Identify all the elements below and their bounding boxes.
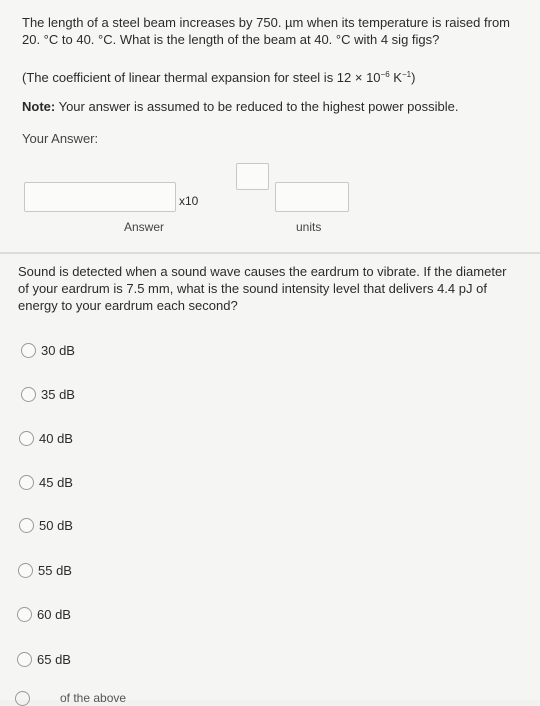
coefficient-prefix: (The coefficient of linear thermal expansion for steel is 12 × 10 — [22, 70, 381, 85]
option-40-db[interactable] — [19, 429, 73, 447]
coefficient-exponent: −6 — [380, 70, 390, 79]
option-label: 35 dB — [41, 386, 75, 402]
radio-button[interactable] — [21, 343, 36, 358]
coefficient-unit-exponent: −1 — [401, 70, 412, 79]
question-1-text-line2: 20. °C to 40. °C. What is the length of the beam at 40. °C with 4 sig figs? — [22, 32, 440, 47]
option-45-db[interactable] — [19, 473, 73, 491]
question-2-text-line3: energy to your eardrum each second? — [18, 298, 238, 313]
option-65-db[interactable] — [17, 650, 71, 668]
units-caption: units — [296, 220, 322, 234]
note-text: Your answer is assumed to be reduced to the highest power possible. — [55, 99, 459, 114]
times-ten-label: x10 — [179, 194, 199, 208]
your-answer-label: Your Answer: — [22, 131, 99, 146]
coefficient-note — [22, 66, 415, 86]
option-label: 50 dB — [39, 517, 73, 533]
exponent-input[interactable] — [236, 163, 269, 190]
coefficient-suffix: ) — [411, 70, 416, 85]
question-2-panel — [0, 254, 540, 700]
option-30-db[interactable] — [21, 341, 75, 359]
option-label: 45 dB — [39, 474, 73, 490]
option-label: 40 dB — [39, 430, 73, 446]
option-label: 30 dB — [41, 342, 75, 358]
radio-button[interactable] — [19, 475, 34, 490]
radio-button[interactable] — [19, 518, 34, 533]
answer-input[interactable] — [24, 182, 176, 212]
option-50-db[interactable] — [19, 516, 73, 534]
radio-button[interactable] — [17, 652, 32, 667]
cut-off-radio-button[interactable] — [15, 691, 30, 706]
option-35-db[interactable] — [21, 385, 75, 403]
option-label: 65 dB — [37, 651, 71, 667]
question-2-text-line2: of your eardrum is 7.5 mm, what is the sound intensity level that delivers 4.4 pJ of — [18, 281, 487, 296]
units-input[interactable] — [275, 182, 349, 212]
cut-off-option-label: of the above — [60, 691, 127, 705]
coefficient-unit: K — [389, 70, 402, 85]
option-label: 55 dB — [38, 562, 72, 578]
question-2-text-line1: Sound is detected when a sound wave causes the eardrum to vibrate. If the diameter — [18, 264, 507, 279]
rounding-note — [22, 98, 458, 115]
radio-button[interactable] — [17, 607, 32, 622]
option-55-db[interactable] — [18, 561, 72, 579]
answer-caption: Answer — [124, 220, 165, 234]
radio-button[interactable] — [21, 387, 36, 402]
question-1-text-line1: The length of a steel beam increases by 750. µm when its temperature is raised from — [22, 15, 511, 30]
radio-button[interactable] — [19, 431, 34, 446]
option-label: 60 dB — [37, 606, 71, 622]
radio-button[interactable] — [18, 563, 33, 578]
option-60-db[interactable] — [17, 605, 71, 623]
note-label: Note: — [22, 99, 56, 114]
